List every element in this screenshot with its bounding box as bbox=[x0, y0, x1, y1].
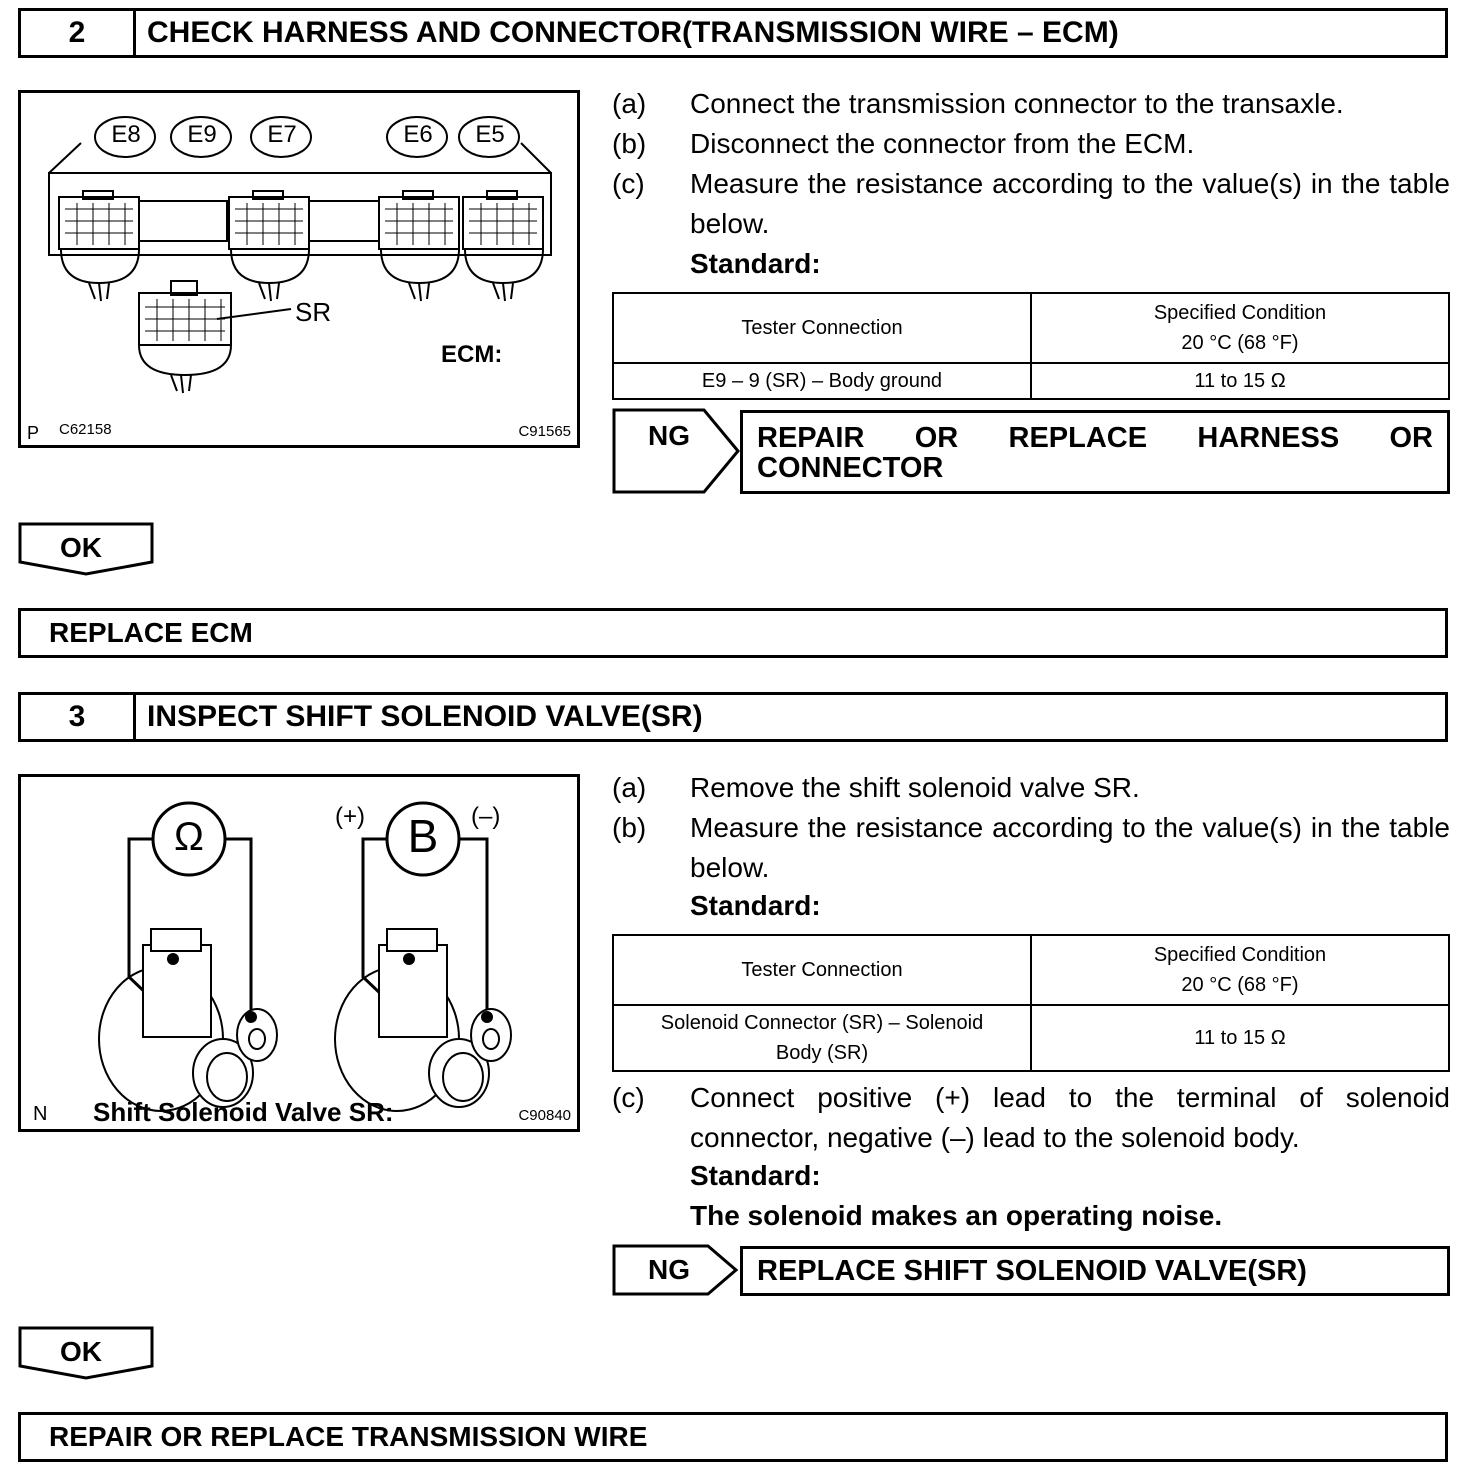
ng-action-text: REPAIR OR REPLACE HARNESS OR CONNECTOR bbox=[757, 422, 1433, 484]
step3-standard2-label: Standard: bbox=[690, 1160, 821, 1191]
step3-ok-label: OK bbox=[60, 1336, 102, 1367]
condition-line2: 20 °C (68 °F) bbox=[1181, 332, 1299, 354]
instruction-text: Remove the shift solenoid valve SR. bbox=[690, 772, 1140, 803]
step2-header bbox=[18, 8, 1448, 58]
connector-label-e6: E6 bbox=[403, 121, 433, 148]
instruction-label: (a) bbox=[612, 88, 647, 119]
minus-label: (–) bbox=[471, 803, 501, 830]
instruction-text: Measure the resistance according to the value(s) in the table below. bbox=[690, 812, 1450, 883]
figure-ref-right: C91565 bbox=[518, 423, 571, 440]
connector-label-e9: E9 bbox=[187, 121, 217, 148]
step3-standard-label: Standard: bbox=[690, 890, 821, 921]
instruction-label: (a) bbox=[612, 772, 647, 803]
step2-spec-table bbox=[612, 292, 1450, 400]
step3-ng-action bbox=[740, 1246, 1450, 1296]
table-header-tester: Tester Connection bbox=[613, 935, 1031, 1005]
battery-symbol: B bbox=[407, 810, 439, 862]
table-cell-tester: E9 – 9 (SR) – Body ground bbox=[613, 363, 1031, 399]
figure-ref-right: C90840 bbox=[518, 1107, 571, 1124]
condition-line1: Specified Condition bbox=[1153, 944, 1327, 966]
step2-ok-action: REPLACE ECM bbox=[18, 608, 1448, 658]
step3-ok-action: REPAIR OR REPLACE TRANSMISSION WIRE bbox=[18, 1412, 1448, 1462]
step2-ng-action bbox=[740, 410, 1450, 494]
step3-title: INSPECT SHIFT SOLENOID VALVE(SR) bbox=[147, 700, 703, 733]
solenoid-caption: Shift Solenoid Valve SR: bbox=[93, 1097, 394, 1127]
connector-label-e5: E5 bbox=[475, 121, 505, 148]
step3-ng-label: NG bbox=[648, 1254, 690, 1285]
instruction-label: (c) bbox=[612, 168, 645, 199]
table-cell-condition: 11 to 15 Ω bbox=[1031, 1005, 1449, 1071]
table-cell-tester bbox=[613, 1005, 1031, 1071]
table-cell-condition: 11 to 15 Ω bbox=[1031, 363, 1449, 399]
ohm-symbol: Ω bbox=[174, 815, 204, 859]
plus-label: (+) bbox=[335, 803, 365, 830]
solenoid-figure bbox=[18, 774, 580, 1132]
figure-corner-letter: P bbox=[27, 423, 40, 443]
instruction-text: Connect positive (+) lead to the terminal of solenoid connector, negative (–) lead to the solenoid body. bbox=[690, 1082, 1450, 1153]
step3-header bbox=[18, 692, 1448, 742]
instruction-label: (b) bbox=[612, 812, 647, 843]
table-header-condition bbox=[1031, 935, 1449, 1005]
instruction-label: (c) bbox=[612, 1082, 645, 1113]
instruction-text: Measure the resistance according to the value(s) in the table below. bbox=[690, 168, 1450, 239]
instruction-text: Disconnect the connector from the ECM. bbox=[690, 128, 1195, 159]
step3-spec-table bbox=[612, 934, 1450, 1072]
condition-line1: Specified Condition bbox=[1153, 302, 1327, 324]
step2-ng-label: NG bbox=[648, 420, 690, 451]
ecm-connector-figure bbox=[18, 90, 580, 448]
ecm-label: ECM: bbox=[441, 341, 503, 368]
step2-standard-label: Standard: bbox=[690, 248, 821, 279]
step2-title: CHECK HARNESS AND CONNECTOR(TRANSMISSION WIRE – ECM) bbox=[147, 16, 1119, 49]
step3-number: 3 bbox=[21, 695, 136, 739]
sr-label: SR bbox=[295, 297, 332, 327]
table-header-tester: Tester Connection bbox=[613, 293, 1031, 363]
figure-ref-left: C62158 bbox=[59, 421, 112, 438]
ng-action-text: REPLACE SHIFT SOLENOID VALVE(SR) bbox=[757, 1254, 1307, 1287]
connector-label-e7: E7 bbox=[267, 121, 297, 148]
table-header-condition bbox=[1031, 293, 1449, 363]
instruction-text: Connect the transmission connector to the transaxle. bbox=[690, 88, 1344, 119]
figure-corner-letter: N bbox=[33, 1103, 48, 1125]
step3-standard2-text: The solenoid makes an operating noise. bbox=[690, 1200, 1223, 1231]
tester-line1: Solenoid Connector (SR) – Solenoid bbox=[660, 1012, 984, 1034]
instruction-label: (b) bbox=[612, 128, 647, 159]
step2-ok-label: OK bbox=[60, 532, 102, 563]
connector-label-e8: E8 bbox=[111, 121, 141, 148]
step2-number: 2 bbox=[21, 11, 136, 55]
tester-line2: Body (SR) bbox=[775, 1042, 869, 1064]
condition-line2: 20 °C (68 °F) bbox=[1181, 974, 1299, 996]
